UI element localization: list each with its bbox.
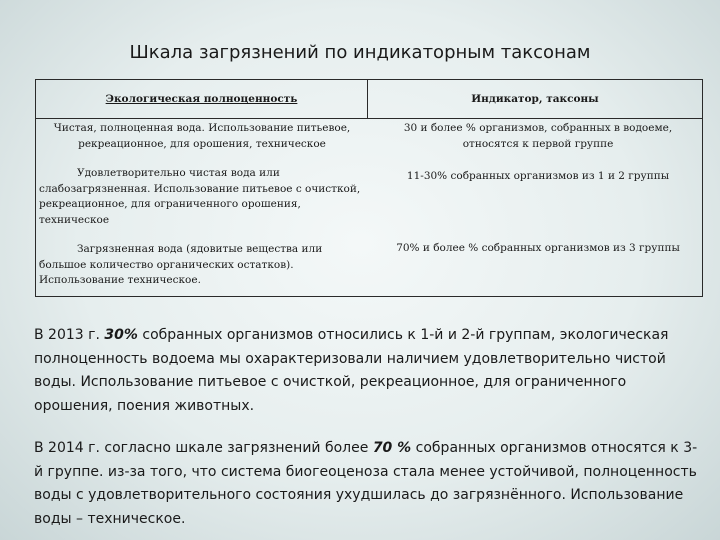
slide-title: Шкала загрязнений по индикаторным таксонам <box>129 42 591 63</box>
header-label-indicator: Индикатор, таксоны <box>471 93 599 105</box>
paragraph-2014-mid: согласно шкале загрязнений более <box>104 440 369 456</box>
row2-ecology-cell <box>39 166 365 228</box>
table-header-row <box>36 80 702 119</box>
pollution-scale-table <box>35 79 703 297</box>
paragraph-2014-value: 70 % <box>372 440 412 456</box>
row3-ecology-cell <box>39 242 365 289</box>
paragraph-2014 <box>34 437 704 531</box>
row2-ecology-rest: слабозагрязненная. Использование питьевое с очисткой, рекреационное, для ограниченного орошения, техническое <box>39 182 361 226</box>
row1-ecology-cell: Чистая, полноценная вода. Использование питьевое, рекреационное, для орошения, техническое <box>53 122 351 150</box>
header-label-ecology: Экологическая полноценность <box>105 93 298 105</box>
header-cell-ecology <box>36 80 368 118</box>
paragraph-2013-rest: собранных организмов относились к 1-й и 2-й группам, экологическая полноценность водоема мы охарактеризовали наличием удовлетворительно чистой воды. Использование питьевое с очисткой, рекреационное, для ограниченного орошения, поения животных. <box>34 327 669 414</box>
row1-indicator-cell: 30 и более % организмов, собранных в водоеме, относятся к первой группе <box>403 122 673 150</box>
paragraph-2014-lead: В 2014 г. <box>34 440 100 456</box>
row3-ecology-rest: большое количество органических остатков). Использование техническое. <box>39 258 294 286</box>
row2-ecology-first-line: Удовлетворительно чистая вода или <box>77 167 280 179</box>
row3-indicator-cell: 70% и более % собранных организмов из 3 группы <box>396 242 680 254</box>
header-cell-indicator <box>368 80 702 118</box>
paragraph-2013-value: 30% <box>104 327 138 343</box>
paragraph-2013 <box>34 324 704 418</box>
paragraph-2013-lead: В 2013 г. <box>34 327 100 343</box>
paragraph-2014-rest: собранных организмов относятся к 3-й группе. из-за того, что система биогеоценоза стала менее устойчивой, полноценность воды с удовлетворительного состояния ухудшилась до загрязнённого. Использование воды – техническое. <box>34 440 698 527</box>
row2-indicator-cell: 11-30% собранных организмов из 1 и 2 группы <box>406 170 670 182</box>
row3-ecology-first-line: Загрязненная вода (ядовитые вещества или <box>77 243 323 255</box>
